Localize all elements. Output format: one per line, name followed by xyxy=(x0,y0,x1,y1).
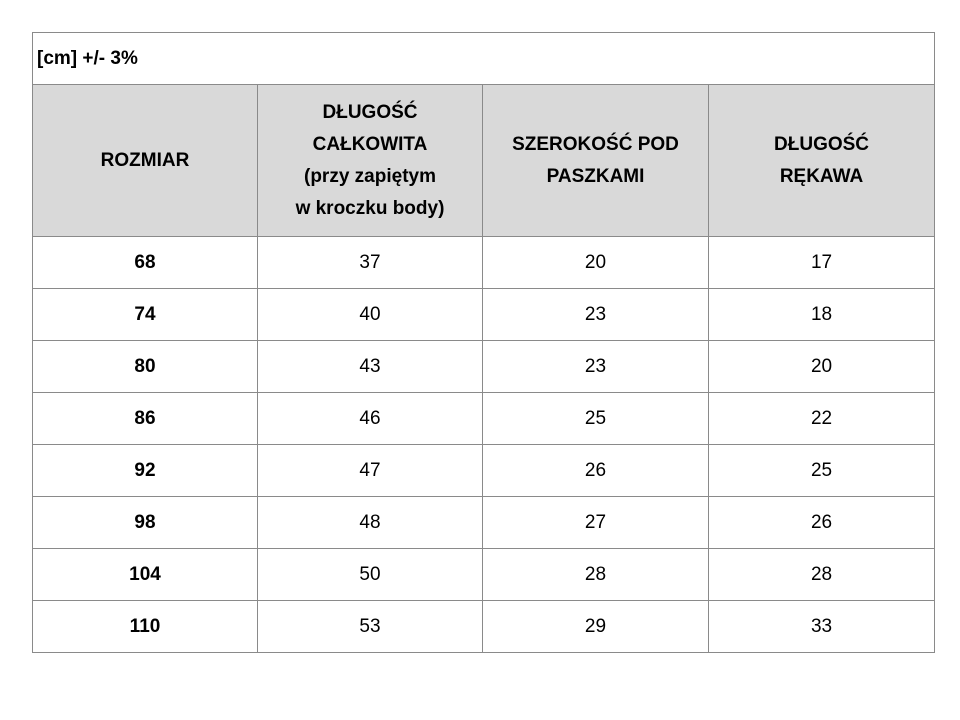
table-row xyxy=(33,393,935,445)
size-cell: 80 xyxy=(33,341,258,393)
total-length-cell: 40 xyxy=(258,289,483,341)
table-row xyxy=(33,445,935,497)
table-row xyxy=(33,341,935,393)
width-cell: 20 xyxy=(483,237,709,289)
total-length-cell: 46 xyxy=(258,393,483,445)
sleeve-length-cell: 18 xyxy=(709,289,935,341)
size-chart-table xyxy=(32,32,935,653)
total-length-cell: 43 xyxy=(258,341,483,393)
size-cell: 74 xyxy=(33,289,258,341)
sleeve-length-cell: 22 xyxy=(709,393,935,445)
sleeve-length-cell: 33 xyxy=(709,601,935,653)
size-cell: 110 xyxy=(33,601,258,653)
header-total-length: DŁUGOŚĆ CAŁKOWITA (przy zapiętym w kroczku body) xyxy=(258,85,483,237)
measurement-caption: [cm] +/- 3% xyxy=(33,33,935,85)
header-width-under-arms: SZEROKOŚĆ POD PASZKAMI xyxy=(483,85,709,237)
total-length-cell: 47 xyxy=(258,445,483,497)
size-cell: 92 xyxy=(33,445,258,497)
size-cell: 104 xyxy=(33,549,258,601)
width-cell: 23 xyxy=(483,341,709,393)
width-cell: 26 xyxy=(483,445,709,497)
table-row xyxy=(33,549,935,601)
header-size: ROZMIAR xyxy=(33,85,258,237)
sleeve-length-cell: 17 xyxy=(709,237,935,289)
width-cell: 27 xyxy=(483,497,709,549)
table-row xyxy=(33,497,935,549)
size-cell: 68 xyxy=(33,237,258,289)
width-cell: 25 xyxy=(483,393,709,445)
total-length-cell: 50 xyxy=(258,549,483,601)
total-length-cell: 48 xyxy=(258,497,483,549)
caption-row xyxy=(33,33,935,85)
sleeve-length-cell: 26 xyxy=(709,497,935,549)
sleeve-length-cell: 25 xyxy=(709,445,935,497)
size-cell: 98 xyxy=(33,497,258,549)
sleeve-length-cell: 28 xyxy=(709,549,935,601)
width-cell: 29 xyxy=(483,601,709,653)
table-row xyxy=(33,601,935,653)
width-cell: 28 xyxy=(483,549,709,601)
width-cell: 23 xyxy=(483,289,709,341)
total-length-cell: 37 xyxy=(258,237,483,289)
header-row xyxy=(33,85,935,237)
size-cell: 86 xyxy=(33,393,258,445)
total-length-cell: 53 xyxy=(258,601,483,653)
sleeve-length-cell: 20 xyxy=(709,341,935,393)
table-row xyxy=(33,237,935,289)
table-row xyxy=(33,289,935,341)
header-sleeve-length: DŁUGOŚĆ RĘKAWA xyxy=(709,85,935,237)
